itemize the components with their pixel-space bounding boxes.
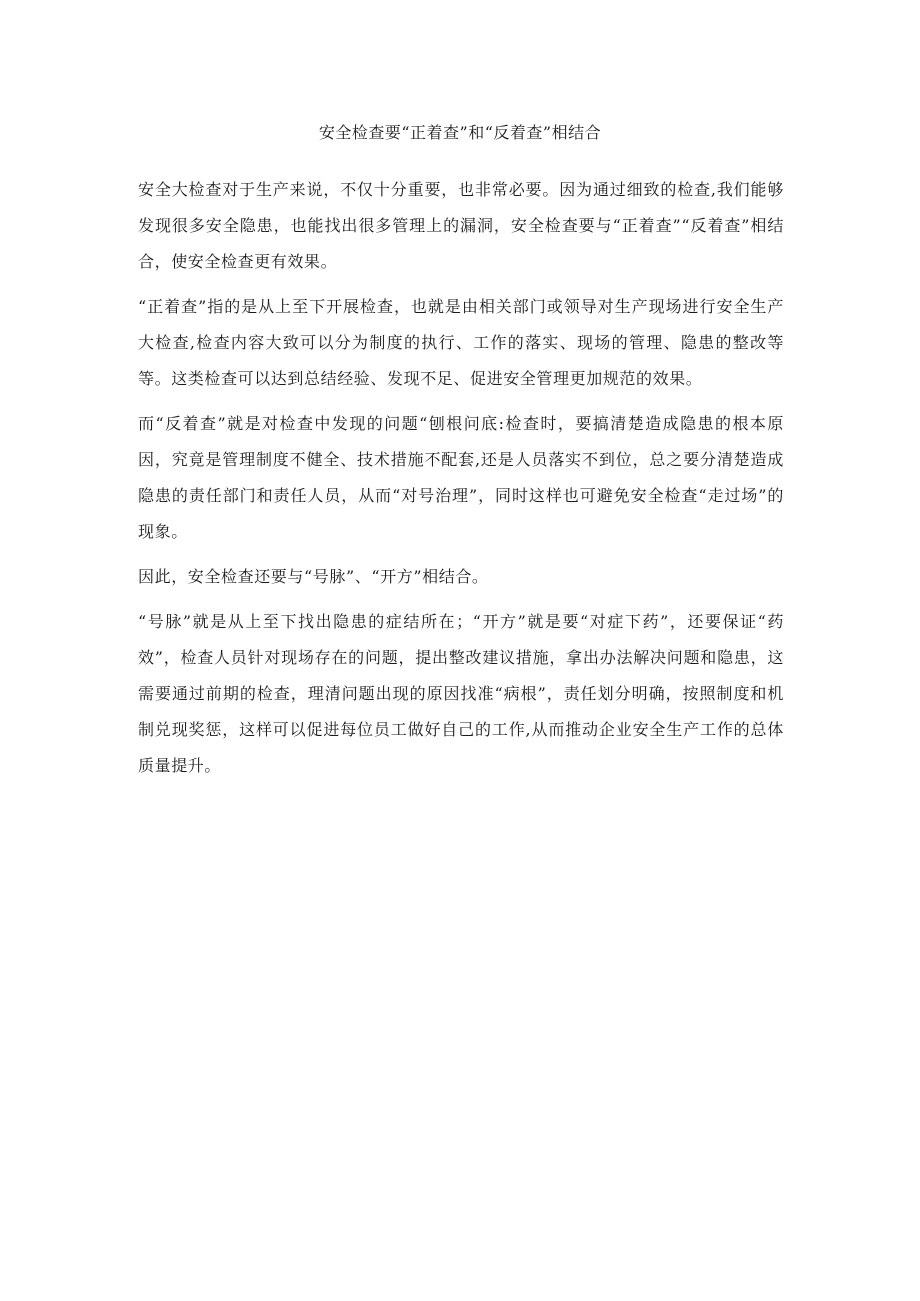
document-body — [138, 172, 784, 793]
paragraph-intro: 安全大检查对于生产来说，不仅十分重要，也非常必要。因为通过细致的检查,我们能够发现很多安全隐患，也能找出很多管理上的漏洞，安全检查要与“正着查”“反着查”相结合，使安全检查更有效果。 — [138, 180, 784, 271]
paragraph-forward-check: “正着查”指的是从上至下开展检查，也就是由相关部门或领导对生产现场进行安全生产大检查,检查内容大致可以分为制度的执行、工作的落实、现场的管理、隐患的整改等等。这类检查可以达到总结经验、发现不足、促进安全管理更加规范的效果。 — [138, 297, 784, 388]
document-title: 安全检查要“正着查”和“反着查”相结合 — [318, 123, 602, 142]
paragraph-conclusion: “号脉”就是从上至下找出隐患的症结所在；“开方”就是要“对症下药”，还要保证“药效”，检查人员针对现场存在的问题，提出整改建议措施，拿出办法解决问题和隐患，这需要通过前期的检查，理清问题出现的原因找准“病根”，责任划分明确，按照制度和机制兑现奖惩，这样可以促进每位员工做好自己的工作,从而推动企业安全生产工作的总体质量提升。 — [138, 612, 784, 775]
paragraph-reverse-check: 而“反着查”就是对检查中发现的问题“刨根问底:检查时，要搞清楚造成隐患的根本原因，究竟是管理制度不健全、技术措施不配套,还是人员落实不到位，总之要分清楚造成隐患的责任部门和责任人员，从而“对号治理”，同时这样也可避免安全检查“走过场”的现象。 — [138, 414, 784, 541]
paragraph-pulse-prescription: 因此，安全检查还要与“号脉”、“开方”相结合。 — [138, 567, 489, 586]
